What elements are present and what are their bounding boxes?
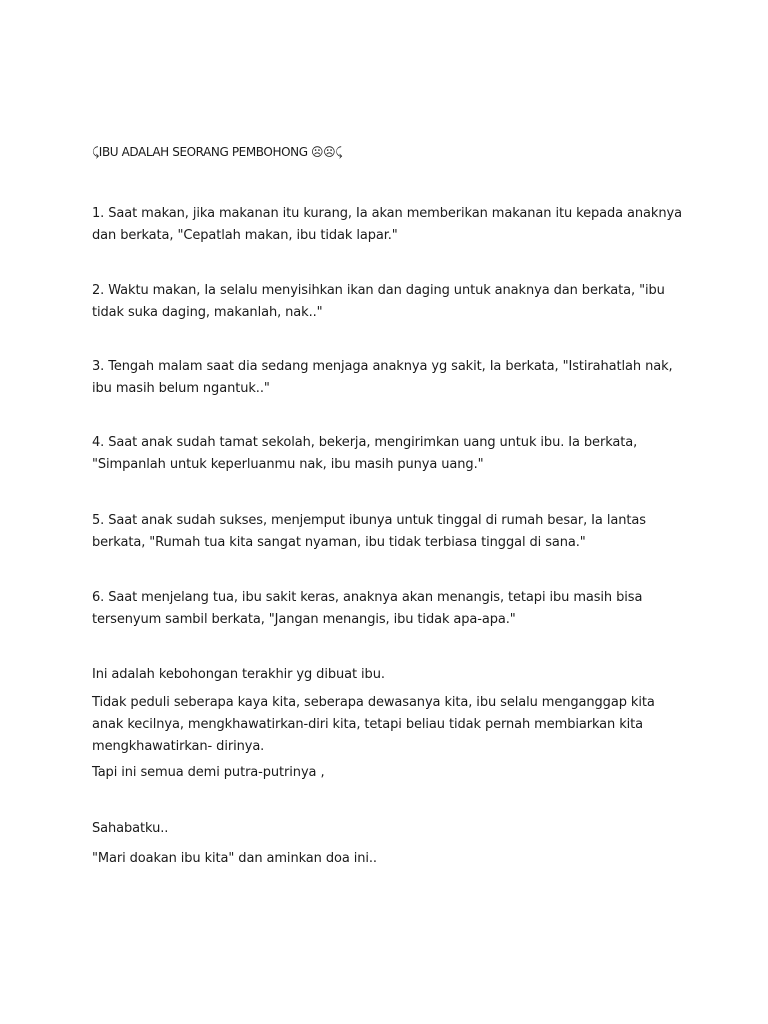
point-3: 3. Tengah malam saat dia sedang menjaga anaknya yg sakit, Ia berkata, "Istirahatlah nak, ibu masih belum ngantuk.." [92,359,673,396]
point-4: 4. Saat anak sudah tamat sekolah, bekerja, mengirimkan uang untuk ibu. Ia berkata, "Simpanlah untuk keperluanmu nak, ibu masih punya uang." [92,435,638,472]
point-1: 1. Saat makan, jika makanan itu kurang, Ia akan memberikan makanan itu kepada anaknya dan berkata, "Cepatlah makan, ibu tidak lapar." [92,206,682,243]
prayer-invitation: "Mari doakan ibu kita" dan aminkan doa ini.. [92,851,377,866]
closing-line-3: Tapi ini semua demi putra-putrinya , [92,765,325,780]
point-2: 2. Waktu makan, Ia selalu menyisihkan ikan dan daging untuk anaknya dan berkata, "ibu tidak suka daging, makanlah, nak.." [92,283,665,320]
point-5: 5. Saat anak sudah sukses, menjemput ibunya untuk tinggal di rumah besar, Ia lantas berkata, "Rumah tua kita sangat nyaman, ibu tidak terbiasa tinggal di sana." [92,513,646,550]
greeting-line: Sahabatku.. [92,821,169,836]
document-title: ⤹IBU ADALAH SEORANG PEMBOHONG ☹☹⤹ [92,145,343,159]
point-6: 6. Saat menjelang tua, ibu sakit keras, anaknya akan menangis, tetapi ibu masih bisa tersenyum sambil berkata, "Jangan menangis, ibu tidak apa-apa." [92,590,643,627]
closing-paragraph: Tidak peduli seberapa kaya kita, seberapa dewasanya kita, ibu selalu menganggap kita anak kecilnya, mengkhawatirkan-diri kita, tetapi beliau tidak pernah membiarkan kita mengkhawatirkan- dirinya. [92,695,655,754]
closing-line-1: Ini adalah kebohongan terakhir yg dibuat ibu. [92,667,385,682]
